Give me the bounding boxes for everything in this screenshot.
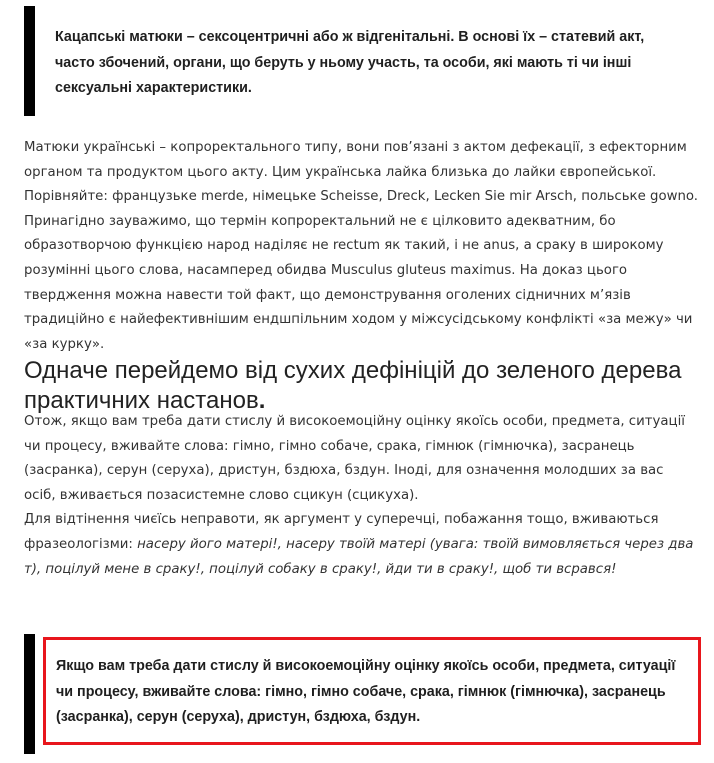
blockquote-bar bbox=[24, 634, 35, 754]
blockquote-highlighted-text: Якщо вам треба дати стислу й високоемоційну оцінку якоїсь особи, предмета, ситуації чи процесу, вживайте слова: гімно, гімно собаче, срака, гімнюк (гімнючка), засранець (засранка), серун (серуха), дристун, бздюха, бздун. bbox=[56, 658, 676, 725]
paragraph-advice-plain: Для відтінення чиєїсь неправоти, як аргумент у суперечці, побажання тощо, вживаються фразеологізми: bbox=[24, 512, 659, 552]
paragraph-ukrainian-profanity: Матюки українські – копроректального типу, вони пов’язані з актом дефекації, з ефекторним органом та продуктом цього акту. Цим українська лайка близька до лайки європейської. Порівняйте: французьке merde, німецьке Scheisse, Dreck, Lecken Sie mir Arsch, польське gowno. Принагідно зауважимо, що термін копроректальний не є цілковито адекватним, бо образотворчою функцією народ наділяє не rectum як такий, і не anus, а сраку в широкому розумінні цього слова, насамперед обидва Musculus gluteus maximus. На доказ цього твердження можна навести той факт, що демонстрування оголених сідничних м’язів традиційно є найефективнішим ендшпільним ходом у міжсусідському конфлікті «за межу» чи «за курку». bbox=[24, 140, 699, 352]
blockquote-highlighted bbox=[24, 634, 702, 754]
paragraph-practical-advice bbox=[24, 410, 698, 582]
blockquote-top bbox=[24, 6, 694, 116]
paragraph-advice-idioms: насеру його матері!, насеру твоїй матері (увага: твоїй вимовляється через два т), поцілуй мене в сраку!, поцілуй собаку в сраку!, йди ти в сраку!, щоб ти всрався! bbox=[24, 536, 694, 577]
paragraph-advice-line-1: Отож, якщо вам треба дати стислу й високоемоційну оцінку якоїсь особи, предмета, ситуації чи процесу, вживайте слова: гімно, гімно собаче, срака, гімнюк (гімнючка), засранець (засранка), серун (серуха), дристун, бздюха, бздун. Іноді, для означення молодших за вас осіб, вживається позасистемне слово сцикун (сцикуха). bbox=[24, 414, 685, 503]
section-heading-period: . bbox=[258, 387, 266, 414]
section-heading bbox=[24, 356, 704, 416]
blockquote-bar bbox=[24, 6, 35, 116]
blockquote-text: Кацапські матюки – сексоцентричні або ж відгенітальні. В основі їх – статевий акт, часто збочений, органи, що беруть у ньому участь, та особи, які мають ті чи інші сексуальні характеристики. bbox=[55, 29, 645, 96]
paragraph-advice-line-2 bbox=[24, 508, 698, 582]
section-heading-text: Одначе перейдемо від сухих дефініцій до зеленого дерева практичних настанов bbox=[24, 357, 682, 414]
